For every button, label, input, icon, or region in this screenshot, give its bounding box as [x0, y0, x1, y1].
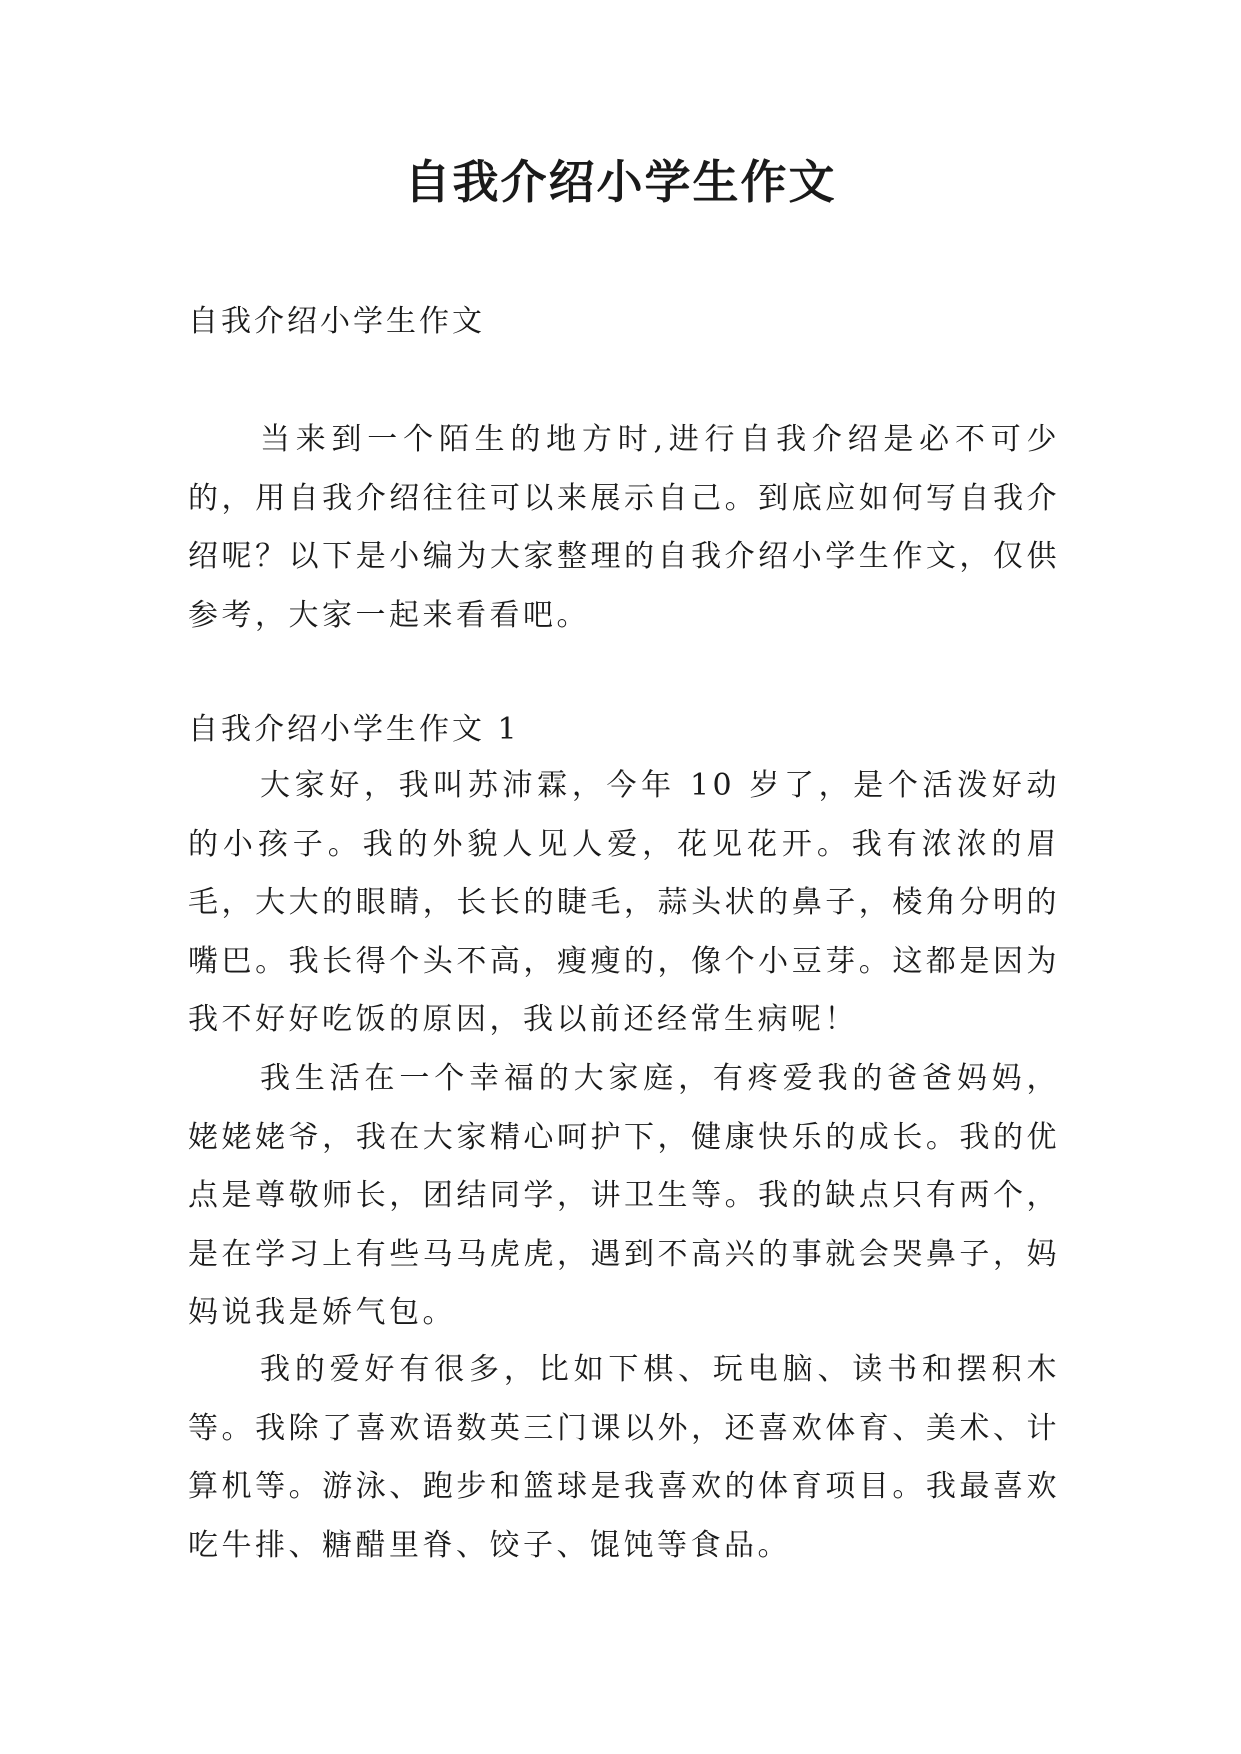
document-subtitle: 自我介绍小学生作文: [188, 304, 485, 339]
body-paragraph: 大家好，我叫苏沛霖，今年 10 岁了，是个活泼好动的小孩子。我的外貌人见人爱，花见花开。我有浓浓的眉毛，大大的眼睛，长长的睫毛，蒜头状的鼻子，棱角分明的嘴巴。我长得个头不高，瘦瘦的，像个小豆芽。这都是因为我不好好吃饭的原因，我以前还经常生病呢！: [188, 768, 1060, 1038]
document-title: 自我介绍小学生作文: [404, 155, 837, 209]
section-heading: 自我介绍小学生作文 1: [188, 712, 520, 747]
body-paragraph: 我生活在一个幸福的大家庭，有疼爱我的爸爸妈妈，姥姥姥爷，我在大家精心呵护下，健康快乐的成长。我的优点是尊敬师长，团结同学，讲卫生等。我的缺点只有两个，是在学习上有些马马虎虎，遇到不高兴的事就会哭鼻子，妈妈说我是娇气包。: [188, 1061, 1060, 1331]
body-paragraph: 我的爱好有很多，比如下棋、玩电脑、读书和摆积木等。我除了喜欢语数英三门课以外，还喜欢体育、美术、计算机等。游泳、跑步和篮球是我喜欢的体育项目。我最喜欢吃牛排、糖醋里脊、饺子、馄饨等食品。: [188, 1352, 1060, 1563]
intro-paragraph: 当来到一个陌生的地方时,进行自我介绍是必不可少的，用自我介绍往往可以来展示自己。到底应如何写自我介绍呢？以下是小编为大家整理的自我介绍小学生作文，仅供参考，大家一起来看看吧。: [188, 422, 1060, 633]
